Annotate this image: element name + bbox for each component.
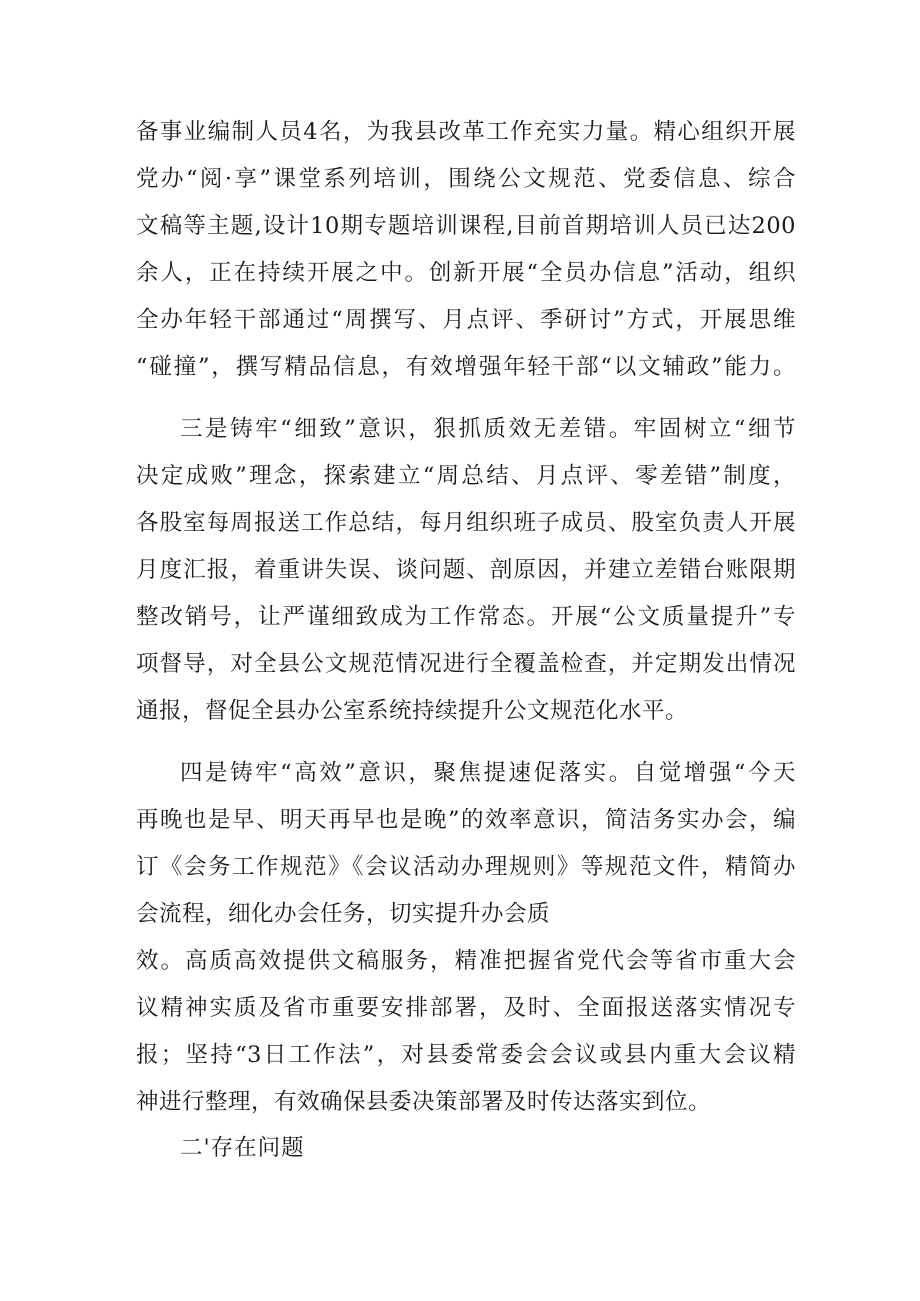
paragraph-2-line-6: 项督导，对全县公文规范情况进行全覆盖检查，并定期发出情况 [136, 651, 796, 677]
paragraph-2-line-2: 决定成败”理念，探索建立“周总结、月点评、零差错”制度， [136, 463, 796, 489]
paragraph-3-line-1: 四是铸牢“高效”意识，聚焦提速促落实。自觉增强“今天 [180, 760, 796, 786]
paragraph-1-line-4: 余人，正在持续开展之中。创新开展“全员办信息”活动，组织 [136, 260, 796, 286]
paragraph-3-line-6: 议精神实质及省市重要安排部署，及时、全面报送落实情况专 [136, 995, 796, 1021]
paragraph-2-line-4: 月度汇报，着重讲失误、谈问题、剖原因，并建立差错台账限期 [136, 557, 796, 583]
paragraph-3-line-5: 效。高质高效提供文稿服务，精准把握省党代会等省市重大会 [136, 948, 796, 974]
paragraph-2-line-5: 整改销号，让严谨细致成为工作常态。开展“公文质量提升”专 [136, 604, 796, 630]
paragraph-1-line-6: “碰撞”，撰写精品信息，有效增强年轻干部“以文辅政”能力。 [136, 354, 796, 380]
paragraph-3-line-8: 神进行整理，有效确保县委决策部署及时传达落实到位。 [136, 1089, 712, 1115]
paragraph-2-line-7: 通报，督促全县办公室系统持续提升公文规范化水平。 [136, 698, 689, 724]
paragraph-1-line-5: 全办年轻干部通过“周撰写、月点评、季研讨”方式，开展思维 [136, 307, 796, 333]
paragraph-1-line-1: 备事业编制人员4名，为我县改革工作充实力量。精心组织开展 [136, 119, 796, 145]
paragraph-1-line-2: 党办“阅·享”课堂系列培训，围绕公文规范、党委信息、综合 [136, 166, 796, 192]
section-heading: 二'存在问题 [180, 1135, 305, 1161]
paragraph-2-line-3: 各股室每周报送工作总结，每月组织班子成员、股室负责人开展 [136, 510, 796, 536]
paragraph-2-line-1: 三是铸牢“细致”意识，狠抓质效无差错。牢固树立“细节 [180, 416, 796, 442]
paragraph-3-line-7: 报；坚持“3日工作法”，对县委常委会会议或县内重大会议精 [136, 1042, 796, 1068]
paragraph-3-line-3: 订《会务工作规范》《会议活动办理规则》等规范文件，精简办 [136, 854, 796, 880]
paragraph-1-line-3: 文稿等主题,设计10期专题培训课程,目前首期培训人员已达200 [136, 213, 796, 239]
paragraph-3-line-2: 再晚也是早、明天再早也是晚”的效率意识，简洁务实办会，编 [136, 807, 796, 833]
paragraph-3-line-4: 会流程，细化办会任务，切实提升办会质 [136, 901, 551, 927]
